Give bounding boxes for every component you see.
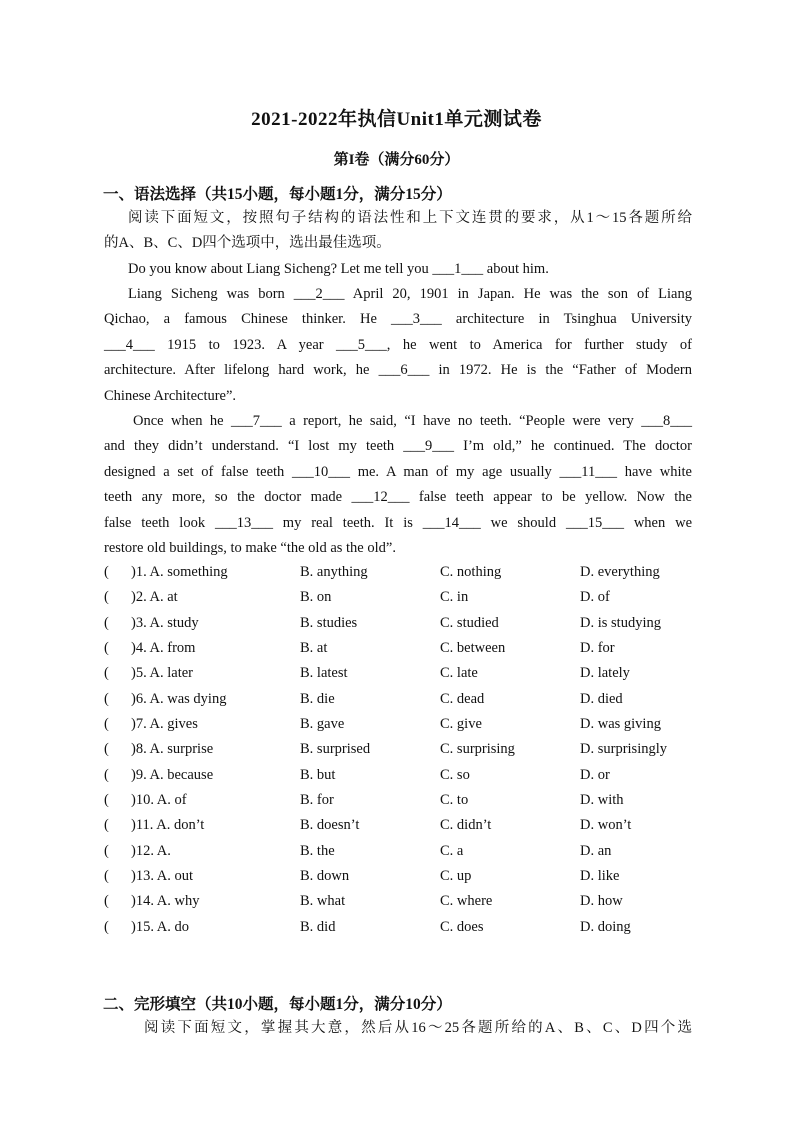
- option-c: C. so: [440, 766, 470, 783]
- question-options-list: [104, 560, 704, 940]
- section2-heading: 二、完形填空（共10小题，每小题1分，满分10分）: [103, 996, 452, 1013]
- passage-line: restore old buildings, to make “the old as the old”.: [104, 540, 396, 557]
- passage-line: false teeth look ___13___ my real teeth. It is ___14___ we should ___15___ when we: [104, 514, 692, 531]
- option-a: )6. A. was dying: [131, 690, 227, 707]
- question-row: [104, 611, 704, 636]
- question-row: [104, 560, 704, 585]
- instruction-line-1: 阅读下面短文，按照句子结构的语法性和上下文连贯的要求，从1～15各题所给: [128, 210, 692, 226]
- answer-paren: (: [104, 665, 109, 682]
- option-a: )10. A. of: [131, 792, 187, 809]
- option-a: )11. A. don’t: [131, 817, 205, 834]
- option-d: D. an: [580, 842, 612, 859]
- option-c: C. does: [440, 918, 484, 935]
- question-row: [104, 813, 704, 838]
- passage-paragraph-1: [104, 257, 692, 282]
- section2-instruction: [104, 1016, 692, 1041]
- answer-paren: (: [104, 640, 109, 657]
- option-a: )9. A. because: [131, 766, 214, 783]
- option-c: C. surprising: [440, 741, 515, 758]
- passage-line: Once when he ___7___ a report, he said, “I have no teeth. “People were very ___8___: [133, 413, 692, 429]
- answer-paren: (: [104, 817, 109, 834]
- option-b: B. at: [300, 640, 328, 657]
- option-c: C. a: [440, 842, 464, 859]
- question-row: [104, 737, 704, 762]
- passage-line: Liang Sicheng was born ___2___ April 20, 1901 in Japan. He was the son of Liang: [128, 286, 692, 302]
- option-a: )12. A.: [131, 842, 171, 859]
- question-row: [104, 889, 704, 914]
- question-row: [104, 712, 704, 737]
- passage-paragraph-2: [104, 282, 692, 409]
- option-d: D. how: [580, 893, 623, 910]
- section1-heading: 一、语法选择（共15小题，每小题1分，满分15分）: [103, 186, 452, 203]
- answer-paren: (: [104, 589, 109, 606]
- passage-line: Qichao, a famous Chinese thinker. He ___3___ architecture in Tsinghua University: [104, 311, 692, 328]
- option-d: D. or: [580, 766, 610, 783]
- option-a: )15. A. do: [131, 918, 189, 935]
- option-d: D. died: [580, 690, 623, 707]
- option-d: D. for: [580, 640, 615, 657]
- option-b: B. anything: [300, 564, 368, 580]
- option-b: B. down: [300, 868, 350, 885]
- option-b: B. on: [300, 589, 332, 606]
- passage-line: Do you know about Liang Sicheng? Let me tell you ___1___ about him.: [128, 261, 549, 277]
- question-row: [104, 788, 704, 813]
- option-b: B. studies: [300, 614, 358, 631]
- answer-paren: (: [104, 564, 109, 580]
- option-c: C. didn’t: [440, 817, 492, 834]
- question-row: [104, 585, 704, 610]
- option-a: )7. A. gives: [131, 716, 198, 733]
- option-a: )13. A. out: [131, 868, 194, 885]
- option-c: C. give: [440, 716, 482, 733]
- answer-paren: (: [104, 842, 109, 859]
- answer-paren: (: [104, 868, 109, 885]
- option-d: D. won’t: [580, 817, 632, 834]
- option-c: C. studied: [440, 614, 499, 631]
- option-b: B. what: [300, 893, 346, 910]
- option-c: C. to: [440, 792, 469, 809]
- question-row: [104, 864, 704, 889]
- exam-title: 2021-2022年执信Unit1单元测试卷: [251, 109, 542, 130]
- option-c: C. nothing: [440, 564, 502, 580]
- option-a: )2. A. at: [131, 589, 178, 606]
- passage-line: architecture. After lifelong hard work, he ___6___ in 1972. He is the “Father of Modern: [104, 362, 692, 379]
- answer-paren: (: [104, 792, 109, 809]
- question-row: [104, 839, 704, 864]
- option-d: D. lately: [580, 665, 630, 682]
- option-c: C. up: [440, 868, 472, 885]
- question-row: [104, 687, 704, 712]
- passage-line: and they didn’t understand. “I lost my teeth ___9___ I’m old,” he continued. The doctor: [104, 438, 692, 455]
- option-d: D. everything: [580, 564, 660, 580]
- answer-paren: (: [104, 716, 109, 733]
- passage-line: ___4___ 1915 to 1923. A year ___5___, he went to America for further study of: [104, 336, 692, 353]
- option-b: B. surprised: [300, 741, 371, 758]
- option-d: D. like: [580, 868, 620, 885]
- option-b: B. die: [300, 690, 335, 707]
- answer-paren: (: [104, 614, 109, 631]
- option-b: B. latest: [300, 665, 348, 682]
- option-d: D. is studying: [580, 614, 661, 631]
- passage-line: Chinese Architecture”.: [104, 387, 237, 404]
- option-d: D. of: [580, 589, 610, 606]
- option-b: B. but: [300, 766, 336, 783]
- option-d: D. with: [580, 792, 624, 809]
- passage-paragraph-3: [104, 409, 692, 561]
- option-a: )8. A. surprise: [131, 741, 214, 758]
- option-c: C. late: [440, 665, 478, 682]
- option-c: C. between: [440, 640, 506, 657]
- option-d: D. was giving: [580, 716, 661, 733]
- answer-paren: (: [104, 893, 109, 910]
- option-d: D. doing: [580, 918, 631, 935]
- question-row: [104, 661, 704, 686]
- answer-paren: (: [104, 741, 109, 758]
- option-b: B. doesn’t: [300, 817, 360, 834]
- option-c: C. where: [440, 893, 493, 910]
- option-a: )1. A. something: [131, 564, 228, 580]
- option-c: C. in: [440, 589, 469, 606]
- question-row: [104, 636, 704, 661]
- option-d: D. surprisingly: [580, 741, 667, 758]
- answer-paren: (: [104, 918, 109, 935]
- option-a: )4. A. from: [131, 640, 196, 657]
- question-row: [104, 915, 704, 940]
- exam-subtitle: 第I卷（满分60分）: [333, 152, 460, 168]
- instruction-line-2: 的A、B、C、D四个选项中，选出最佳选项。: [104, 235, 391, 252]
- option-c: C. dead: [440, 690, 485, 707]
- option-b: B. did: [300, 918, 336, 935]
- option-a: )3. A. study: [131, 614, 199, 631]
- option-b: B. the: [300, 842, 335, 859]
- option-a: )14. A. why: [131, 893, 200, 910]
- question-row: [104, 763, 704, 788]
- passage-line: designed a set of false teeth ___10___ me. A man of my age usually ___11___ have white: [104, 463, 692, 480]
- answer-paren: (: [104, 766, 109, 783]
- option-a: )5. A. later: [131, 665, 194, 682]
- option-b: B. gave: [300, 716, 345, 733]
- answer-paren: (: [104, 690, 109, 707]
- passage-line: teeth any more, so the doctor made ___12___ false teeth appear to be yellow. Now the: [104, 489, 692, 506]
- option-b: B. for: [300, 792, 334, 809]
- instruction-line-1: 阅读下面短文，掌握其大意，然后从16～25各题所给的A、B、C、D四个选: [144, 1020, 692, 1036]
- section1-instruction: [104, 206, 692, 257]
